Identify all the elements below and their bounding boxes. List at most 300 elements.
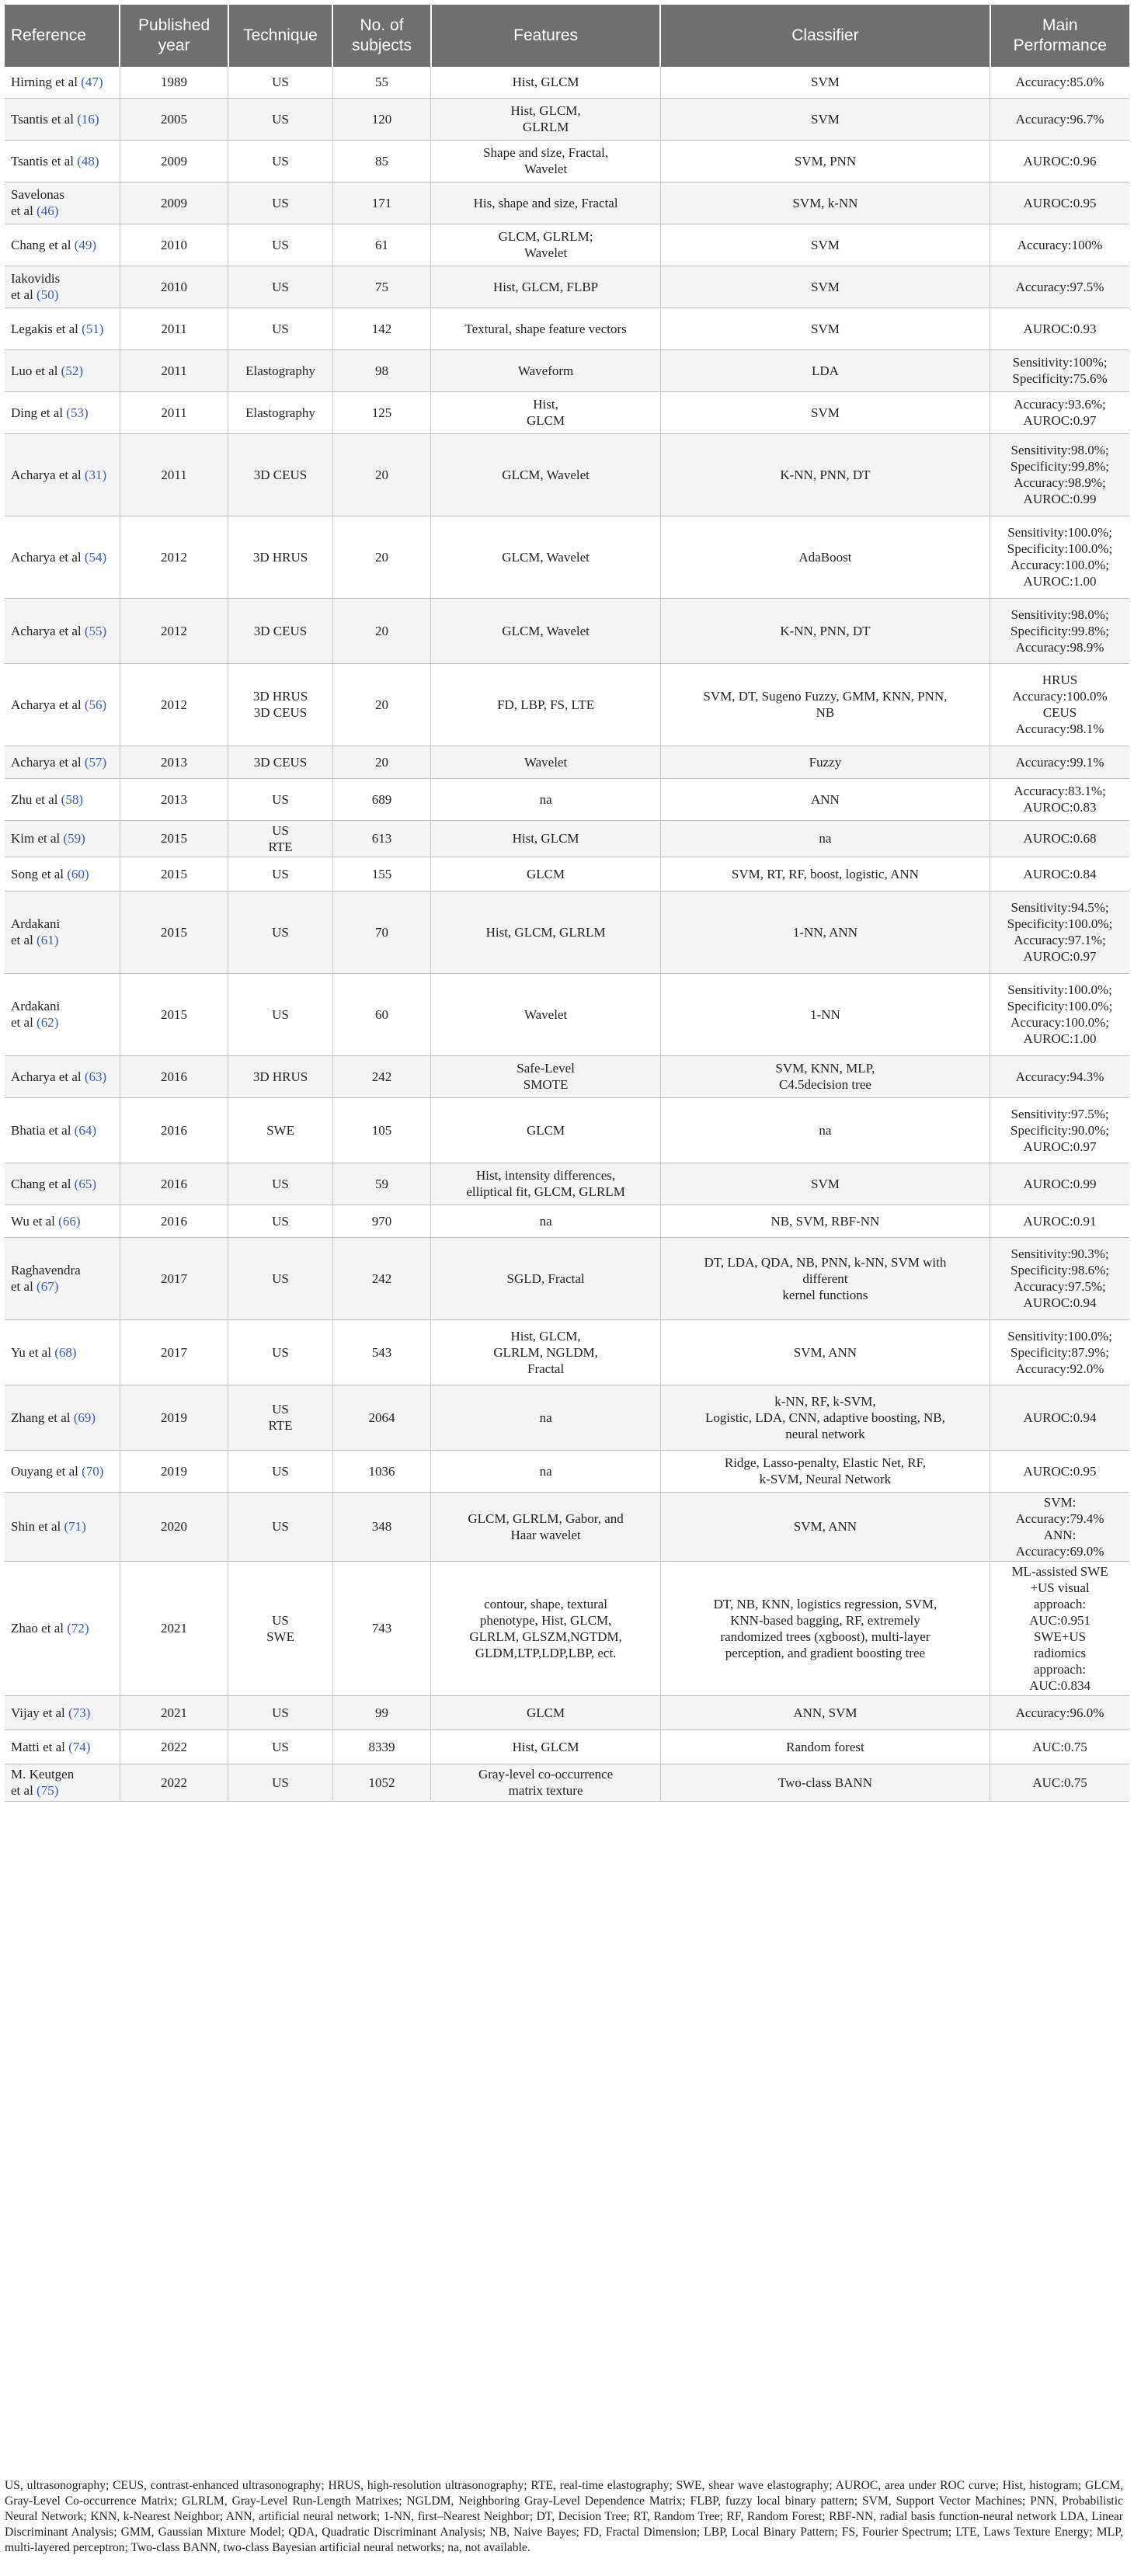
- cell-published-year: [120, 433, 228, 516]
- table-row: [5, 516, 1129, 598]
- cell-text: 613: [371, 831, 392, 846]
- table-row: [5, 598, 1129, 663]
- cell-technique: [228, 266, 332, 308]
- cell-line: Wavelet: [524, 245, 568, 260]
- citation-link[interactable]: (48): [77, 153, 99, 169]
- cell-main-performance: [990, 598, 1129, 663]
- cell-line: SVM: [811, 1176, 840, 1191]
- reference-author: Bhatia et al: [11, 1122, 71, 1138]
- cell-line: AUROC:0.99: [1023, 492, 1097, 506]
- reference-author: et al: [11, 1279, 33, 1294]
- cell-main-performance: [990, 433, 1129, 516]
- cell-line: Sensitivity:94.5%;: [1011, 900, 1109, 915]
- cell-line: Accuracy:100%: [1017, 237, 1103, 252]
- cell-line: 3D HRUS: [252, 549, 308, 565]
- cell-main-performance: [990, 140, 1129, 182]
- cell-published-year: [120, 182, 228, 224]
- cell-line: Sensitivity:100.0%;: [1007, 525, 1112, 540]
- cell-features: [431, 891, 660, 973]
- cell-published-year: [120, 140, 228, 182]
- cell-text: 2005: [161, 111, 188, 127]
- cell-text: 55: [375, 75, 389, 90]
- cell-text: 120: [371, 111, 392, 127]
- citation-link[interactable]: (64): [74, 1122, 96, 1138]
- reference-author: Ding et al: [11, 405, 64, 420]
- cell-line: RTE: [268, 839, 293, 854]
- cell-line: kernel functions: [782, 1287, 868, 1302]
- cell-technique: [228, 224, 332, 266]
- table-row: [5, 1055, 1129, 1097]
- header-reference: Reference: [5, 5, 120, 67]
- cell-subjects: [332, 1097, 431, 1163]
- table-row: [5, 224, 1129, 266]
- cell-main-performance: [990, 663, 1129, 746]
- cell-published-year: [120, 1450, 228, 1492]
- cell-classifier: [660, 1163, 990, 1205]
- cell-main-performance: [990, 391, 1129, 433]
- cell-technique: [228, 778, 332, 820]
- cell-subjects: [332, 1055, 431, 1097]
- cell-text: 348: [371, 1519, 392, 1534]
- cell-line: ANN, SVM: [793, 1705, 857, 1720]
- cell-technique: [228, 1205, 332, 1237]
- cell-features: [431, 140, 660, 182]
- studies-table: [5, 5, 1129, 1802]
- cell-text: 20: [375, 549, 389, 565]
- cell-subjects: [332, 1764, 431, 1801]
- cell-text: 543: [371, 1344, 392, 1360]
- cell-text: 75: [375, 279, 389, 294]
- citation-link[interactable]: (75): [37, 1783, 59, 1798]
- cell-line: Hist, intensity differences,: [476, 1168, 616, 1183]
- cell-line: AUC:0.834: [1029, 1677, 1091, 1693]
- cell-line: Accuracy:98.9%;: [1014, 475, 1106, 490]
- cell-reference: [5, 598, 120, 663]
- cell-text: 2009: [161, 153, 188, 169]
- cell-reference: [5, 1492, 120, 1561]
- cell-main-performance: [990, 1097, 1129, 1163]
- table-row: [5, 433, 1129, 516]
- cell-classifier: [660, 820, 990, 857]
- citation-link[interactable]: (58): [61, 791, 83, 807]
- cell-line: SVM: [811, 111, 840, 127]
- cell-reference: [5, 224, 120, 266]
- cell-line: Accuracy:93.6%;: [1014, 397, 1106, 412]
- cell-line: approach:: [1034, 1596, 1087, 1611]
- cell-features: [431, 973, 660, 1055]
- cell-line: US: [272, 1176, 289, 1191]
- cell-published-year: [120, 224, 228, 266]
- cell-line: SVM: [811, 75, 840, 90]
- cell-line: ANN: [811, 791, 840, 807]
- reference-author: et al: [11, 203, 33, 218]
- table-row: [5, 778, 1129, 820]
- citation-link[interactable]: (47): [81, 75, 103, 90]
- cell-published-year: [120, 1385, 228, 1450]
- cell-published-year: [120, 1097, 228, 1163]
- citation-link[interactable]: (53): [66, 405, 89, 420]
- citation-link[interactable]: (74): [68, 1739, 91, 1754]
- cell-subjects: [332, 1205, 431, 1237]
- citation-link[interactable]: (57): [84, 754, 107, 770]
- cell-line: His, shape and size, Fractal: [473, 195, 618, 210]
- cell-published-year: [120, 1695, 228, 1730]
- cell-line: Shape and size, Fractal,: [483, 145, 609, 160]
- cell-line: SVM, ANN: [793, 1344, 857, 1360]
- cell-main-performance: [990, 308, 1129, 349]
- cell-subjects: [332, 1730, 431, 1764]
- cell-line: AUROC:0.94: [1023, 1295, 1097, 1310]
- citation-link[interactable]: (51): [82, 321, 104, 336]
- cell-technique: [228, 140, 332, 182]
- reference-author: Zhu et al: [11, 791, 58, 807]
- reference-author: Acharya et al: [11, 697, 82, 712]
- reference-author: Acharya et al: [11, 549, 82, 565]
- cell-line: US: [272, 1213, 289, 1229]
- cell-text: 2012: [161, 623, 188, 638]
- reference-author: Shin et al: [11, 1519, 61, 1534]
- cell-line: GLRLM: [522, 120, 569, 134]
- cell-text: 1989: [161, 75, 188, 90]
- reference-author: Acharya et al: [11, 467, 82, 482]
- cell-subjects: [332, 98, 431, 140]
- cell-classifier: [660, 1492, 990, 1561]
- cell-text: 2009: [161, 195, 188, 210]
- cell-line: Specificity:90.0%;: [1011, 1122, 1110, 1138]
- citation-link[interactable]: (62): [37, 1015, 59, 1030]
- cell-text: 970: [371, 1213, 392, 1229]
- cell-line: Specificity:99.8%;: [1011, 623, 1110, 638]
- cell-classifier: [660, 224, 990, 266]
- header-technique: Technique: [228, 5, 332, 67]
- cell-classifier: [660, 98, 990, 140]
- cell-subjects: [332, 308, 431, 349]
- cell-line: Sensitivity:100%;: [1012, 355, 1108, 370]
- cell-technique: [228, 1450, 332, 1492]
- cell-classifier: [660, 1730, 990, 1764]
- citation-link[interactable]: (68): [54, 1344, 77, 1360]
- cell-main-performance: [990, 1385, 1129, 1450]
- cell-text: 155: [371, 866, 392, 881]
- table-row: [5, 857, 1129, 891]
- cell-text: 99: [375, 1705, 389, 1720]
- cell-line: Specificity:75.6%: [1012, 371, 1108, 386]
- cell-text: 59: [375, 1176, 389, 1191]
- cell-line: CEUS: [1042, 705, 1077, 720]
- cell-text: 2015: [161, 1006, 188, 1022]
- cell-line: Accuracy:99.1%: [1015, 754, 1104, 770]
- reference-author: Yu et al: [11, 1344, 51, 1360]
- cell-text: 105: [371, 1122, 392, 1138]
- cell-line: AUROC:0.68: [1023, 831, 1097, 846]
- cell-main-performance: [990, 973, 1129, 1055]
- cell-text: 2021: [161, 1705, 188, 1720]
- cell-text: 2022: [161, 1739, 188, 1754]
- cell-text: 1036: [368, 1463, 395, 1479]
- citation-link[interactable]: (56): [84, 697, 107, 712]
- citation-link[interactable]: (52): [61, 363, 83, 378]
- header-subjects: No. of subjects: [332, 5, 431, 67]
- cell-classifier: [660, 778, 990, 820]
- citation-link[interactable]: (54): [84, 549, 107, 565]
- cell-classifier: [660, 266, 990, 308]
- cell-classifier: [660, 746, 990, 778]
- cell-main-performance: [990, 67, 1129, 98]
- cell-text: 20: [375, 467, 389, 482]
- reference-author: Tsantis et al: [11, 153, 74, 169]
- cell-classifier: [660, 1055, 990, 1097]
- cell-line: US: [272, 822, 289, 838]
- cell-line: Hist, GLCM, FLBP: [493, 279, 599, 294]
- cell-line: perception, and gradient boosting tree: [725, 1645, 926, 1660]
- cell-technique: [228, 857, 332, 891]
- citation-link[interactable]: (69): [73, 1410, 96, 1425]
- cell-line: GLDM,LTP,LDP,LBP, ect.: [475, 1645, 617, 1660]
- table-row: [5, 98, 1129, 140]
- cell-line: k-SVM, Neural Network: [759, 1472, 892, 1486]
- citation-link[interactable]: (63): [84, 1069, 107, 1084]
- cell-line: US: [272, 1402, 289, 1417]
- cell-classifier: [660, 1237, 990, 1319]
- cell-line: GLCM, Wavelet: [502, 549, 590, 565]
- cell-line: Ridge, Lasso-penalty, Elastic Net, RF,: [724, 1455, 926, 1470]
- cell-line: Haar wavelet: [510, 1527, 581, 1542]
- cell-technique: [228, 1492, 332, 1561]
- cell-line: k-NN, RF, k-SVM,: [774, 1393, 876, 1409]
- table-row: [5, 1561, 1129, 1695]
- cell-main-performance: [990, 746, 1129, 778]
- citation-link[interactable]: (49): [74, 237, 96, 252]
- cell-line: Safe-Level: [517, 1061, 575, 1076]
- cell-technique: [228, 349, 332, 391]
- cell-reference: [5, 857, 120, 891]
- cell-subjects: [332, 1492, 431, 1561]
- cell-line: RTE: [268, 1418, 293, 1433]
- cell-text: 2015: [161, 831, 188, 846]
- header-main-performance: Main Performance: [990, 5, 1129, 67]
- cell-line: Specificity:100.0%;: [1007, 999, 1113, 1013]
- cell-classifier: [660, 391, 990, 433]
- cell-line: US: [272, 1519, 289, 1534]
- cell-published-year: [120, 1730, 228, 1764]
- citation-link[interactable]: (55): [84, 623, 107, 638]
- citation-link[interactable]: (67): [37, 1279, 59, 1294]
- header-classifier: Classifier: [660, 5, 990, 67]
- cell-features: [431, 778, 660, 820]
- cell-line: Hist, GLCM,: [510, 103, 581, 118]
- cell-reference: [5, 266, 120, 308]
- cell-features: [431, 433, 660, 516]
- reference-author: Acharya et al: [11, 1069, 82, 1084]
- cell-classifier: [660, 1764, 990, 1801]
- cell-line: US: [272, 153, 289, 169]
- cell-line: M. Keutgen: [11, 1767, 75, 1782]
- cell-line: Accuracy:97.1%;: [1014, 933, 1106, 947]
- reference-author: Song et al: [11, 866, 64, 881]
- citation-link[interactable]: (71): [64, 1519, 86, 1534]
- cell-line: na: [539, 1463, 552, 1479]
- table-row: [5, 140, 1129, 182]
- cell-features: [431, 1385, 660, 1450]
- cell-published-year: [120, 891, 228, 973]
- cell-classifier: [660, 663, 990, 746]
- cell-published-year: [120, 598, 228, 663]
- cell-technique: [228, 308, 332, 349]
- cell-line: Gray-level co-occurrence: [478, 1767, 614, 1782]
- cell-main-performance: [990, 1055, 1129, 1097]
- cell-line: Hist,: [533, 397, 558, 412]
- cell-main-performance: [990, 820, 1129, 857]
- cell-classifier: [660, 140, 990, 182]
- cell-line: Accuracy:92.0%: [1015, 1361, 1104, 1376]
- cell-text: 142: [371, 321, 392, 336]
- cell-line: ANN:: [1043, 1527, 1077, 1542]
- cell-published-year: [120, 746, 228, 778]
- cell-classifier: [660, 1450, 990, 1492]
- cell-technique: [228, 516, 332, 598]
- cell-line: US: [272, 866, 289, 881]
- cell-main-performance: [990, 1450, 1129, 1492]
- cell-classifier: [660, 67, 990, 98]
- cell-line: matrix texture: [508, 1783, 583, 1798]
- cell-line: FD, LBP, FS, LTE: [497, 697, 595, 712]
- cell-line: Accuracy:69.0%: [1015, 1543, 1104, 1559]
- citation-link[interactable]: (50): [37, 287, 59, 302]
- cell-technique: [228, 433, 332, 516]
- cell-technique: [228, 1055, 332, 1097]
- cell-line: na: [539, 1410, 552, 1425]
- cell-line: Random forest: [786, 1739, 864, 1754]
- cell-line: GLCM: [527, 866, 565, 881]
- table-container: [5, 5, 1129, 1802]
- cell-technique: [228, 1097, 332, 1163]
- cell-published-year: [120, 857, 228, 891]
- cell-text: 2010: [161, 237, 188, 252]
- header-features: Features: [431, 5, 660, 67]
- cell-features: [431, 598, 660, 663]
- cell-line: Textural, shape feature vectors: [464, 321, 627, 336]
- cell-features: [431, 1450, 660, 1492]
- cell-technique: [228, 1385, 332, 1450]
- cell-text: 85: [375, 153, 389, 169]
- citation-link[interactable]: (61): [37, 933, 59, 947]
- cell-reference: [5, 1695, 120, 1730]
- header-published-year: Published year: [120, 5, 228, 67]
- cell-line: Sensitivity:100.0%;: [1007, 1328, 1112, 1344]
- cell-subjects: [332, 1163, 431, 1205]
- cell-reference: [5, 663, 120, 746]
- cell-text: 2013: [161, 754, 188, 770]
- cell-line: Accuracy:79.4%: [1015, 1510, 1104, 1526]
- cell-line: Logistic, LDA, CNN, adaptive boosting, NB,: [705, 1410, 945, 1425]
- cell-line: US: [272, 279, 289, 294]
- cell-line: HRUS: [1042, 673, 1078, 687]
- cell-line: Ardakani: [11, 916, 61, 931]
- cell-line: AUROC:0.97: [1023, 1139, 1097, 1154]
- reference-author: Wu et al: [11, 1213, 55, 1229]
- cell-classifier: [660, 598, 990, 663]
- cell-reference: [5, 820, 120, 857]
- cell-line: Accuracy:98.9%: [1015, 639, 1104, 655]
- cell-line: AUC:0.951: [1029, 1612, 1091, 1628]
- table-row: [5, 746, 1129, 778]
- citation-link[interactable]: (73): [68, 1705, 91, 1720]
- cell-text: 70: [375, 924, 389, 940]
- cell-line: Hist, GLCM,: [510, 1328, 581, 1344]
- citation-link[interactable]: (70): [82, 1463, 104, 1479]
- cell-published-year: [120, 973, 228, 1055]
- cell-text: 2010: [161, 279, 188, 294]
- cell-line: GLRLM, GLSZM,NGTDM,: [469, 1629, 622, 1644]
- table-row: [5, 891, 1129, 973]
- cell-reference: [5, 98, 120, 140]
- table-row: [5, 1385, 1129, 1450]
- cell-text: 242: [371, 1069, 392, 1084]
- cell-main-performance: [990, 1319, 1129, 1385]
- cell-line: AUROC:0.95: [1023, 1463, 1097, 1479]
- cell-text: 2012: [161, 697, 188, 712]
- cell-text: 20: [375, 697, 389, 712]
- citation-link[interactable]: (66): [58, 1213, 81, 1229]
- cell-main-performance: [990, 98, 1129, 140]
- cell-main-performance: [990, 1695, 1129, 1730]
- cell-published-year: [120, 1319, 228, 1385]
- cell-line: 1-NN: [810, 1006, 840, 1022]
- cell-reference: [5, 973, 120, 1055]
- cell-line: SVM:: [1043, 1494, 1077, 1510]
- cell-reference: [5, 1561, 120, 1695]
- citation-link[interactable]: (31): [84, 467, 107, 482]
- cell-line: KNN-based bagging, RF, extremely: [730, 1612, 920, 1628]
- cell-reference: [5, 891, 120, 973]
- cell-line: Accuracy:97.5%;: [1014, 1279, 1106, 1294]
- citation-link[interactable]: (46): [37, 203, 59, 218]
- cell-line: 1-NN, ANN: [792, 924, 857, 940]
- cell-line: GLRLM, NGLDM,: [493, 1344, 598, 1360]
- cell-line: SVM, KNN, MLP,: [775, 1061, 875, 1076]
- cell-line: Wavelet: [524, 1006, 568, 1022]
- cell-classifier: [660, 182, 990, 224]
- cell-published-year: [120, 67, 228, 98]
- cell-line: na: [819, 1122, 832, 1138]
- cell-text: 242: [371, 1271, 392, 1286]
- cell-line: Sensitivity:97.5%;: [1011, 1106, 1109, 1121]
- cell-line: SVM, DT, Sugeno Fuzzy, GMM, KNN, PNN,: [703, 689, 948, 704]
- cell-technique: [228, 598, 332, 663]
- cell-line: Iakovidis: [11, 271, 61, 286]
- reference-author: Acharya et al: [11, 623, 82, 638]
- citation-link[interactable]: (65): [74, 1176, 96, 1191]
- cell-reference: [5, 1385, 120, 1450]
- citation-link[interactable]: (16): [77, 111, 99, 127]
- citation-link[interactable]: (59): [63, 831, 85, 846]
- cell-subjects: [332, 820, 431, 857]
- cell-line: US: [272, 75, 289, 90]
- cell-classifier: [660, 1561, 990, 1695]
- citation-link[interactable]: (72): [67, 1621, 89, 1636]
- cell-line: Sensitivity:100.0%;: [1007, 982, 1112, 997]
- cell-subjects: [332, 1319, 431, 1385]
- cell-features: [431, 516, 660, 598]
- cell-line: NB: [816, 705, 835, 720]
- cell-line: AUROC:1.00: [1023, 1031, 1097, 1046]
- cell-text: 2016: [161, 1069, 188, 1084]
- cell-line: Hist, GLCM: [512, 1739, 579, 1754]
- cell-line: ML-assisted SWE: [1011, 1563, 1108, 1579]
- cell-line: Accuracy:83.1%;: [1014, 784, 1106, 798]
- citation-link[interactable]: (60): [67, 866, 89, 881]
- cell-text: 2021: [161, 1621, 188, 1636]
